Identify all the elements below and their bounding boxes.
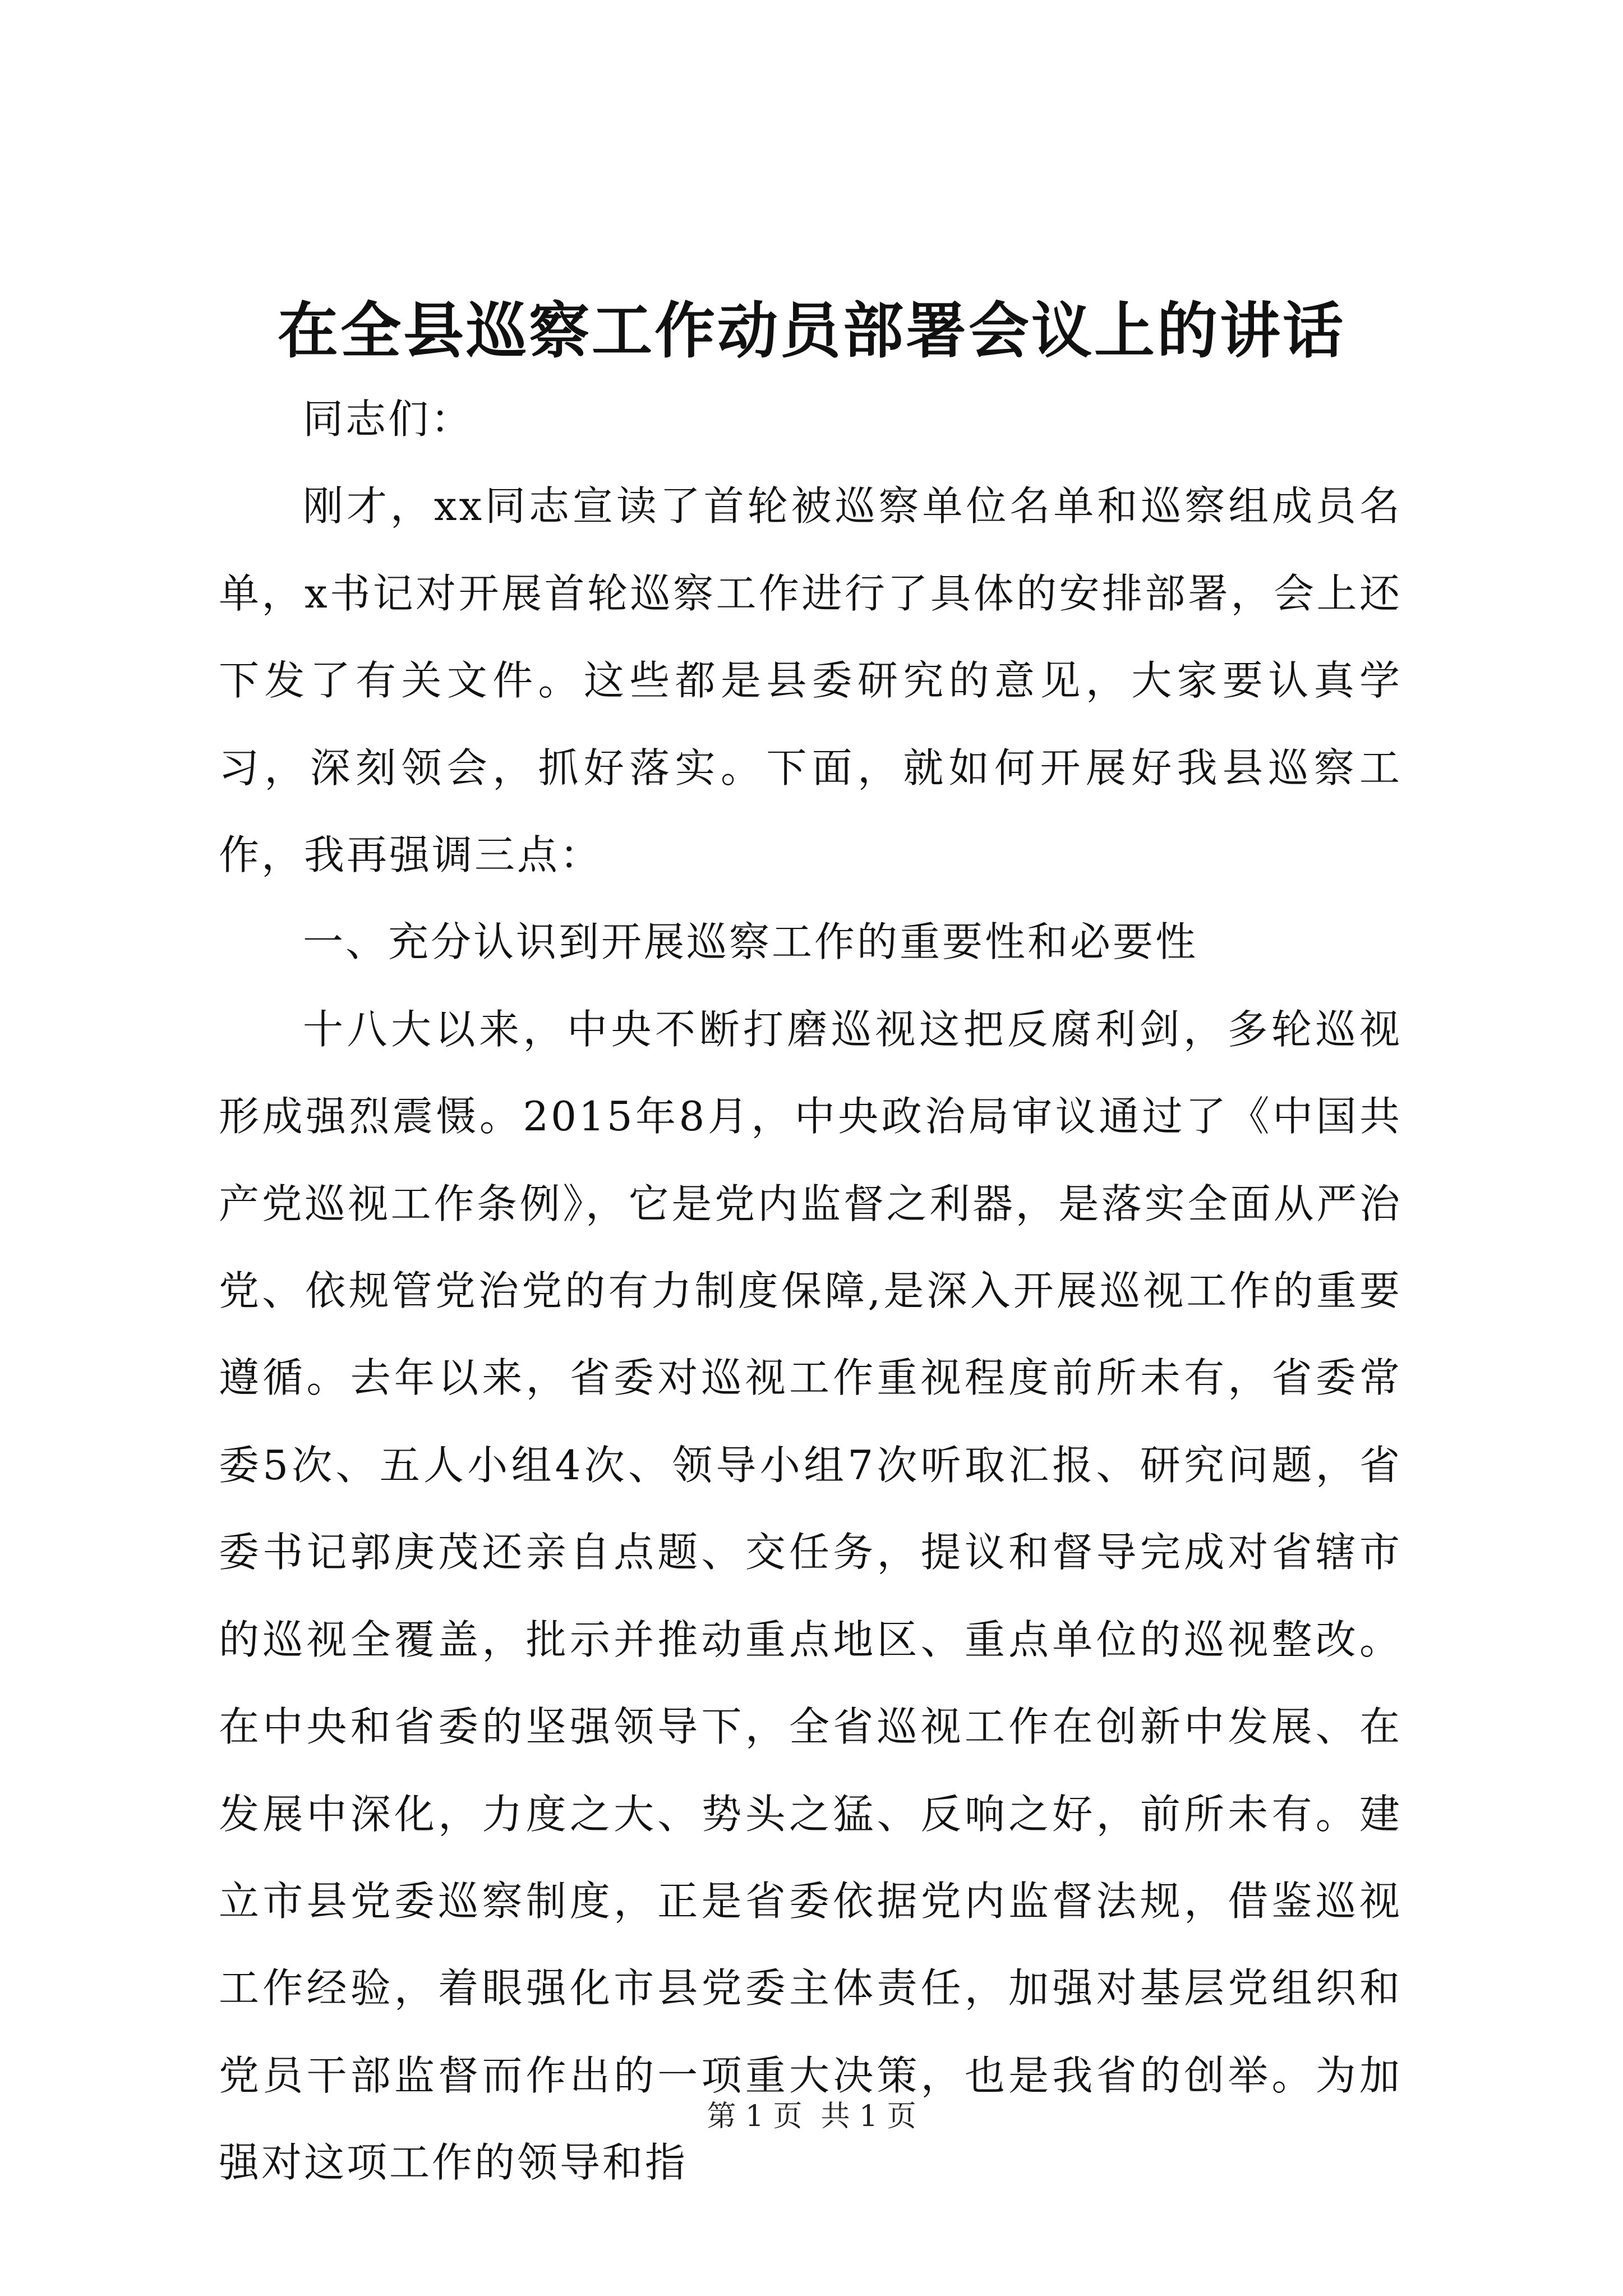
paragraph-section-1: 十八大以来，中央不断打磨巡视这把反腐利剑，多轮巡视形成强烈震慑。2015年8月，中央政治局审议通过了《中国共产党巡视工作条例》，它是党内监督之利器，是落实全面从严治党、依规管党治党的有力制度保障,是深入开展巡视工作的重要遵循。去年以来，省委对巡视工作重视程度前所未有，省委常委5次、五人小组4次、领导小组7次听取汇报、研究问题，省委书记郭庚茂还亲自点题、交任务，提议和督导完成对省辖市的巡视全覆盖，批示并推动重点地区、重点单位的巡视整改。在中央和省委的坚强领导下，全省巡视工作在创新中发展、在发展中深化，力度之大、势头之猛、反响之好，前所未有。建立市县党委巡察制度，正是省委依据党内监督法规，借鉴巡视工作经验，着眼强化市县党委主体责任，加强对基层党组织和党员干部监督而作出的一项重大决策，也是我省的创举。为加强对这项工作的领导和指 xyxy=(219,1005,1402,2187)
paragraph-opening: 刚才，xx同志宣读了首轮被巡察单位名单和巡察组成员名单，x书记对开展首轮巡察工作进行了具体的安排部署，会上还下发了有关文件。这些都是县委研究的意见，大家要认真学习，深刻领会，抓好落实。下面，就如何开展好我县巡察工作，我再强调三点： xyxy=(219,482,1402,879)
salutation: 同志们： xyxy=(303,395,474,443)
page-footer: 第 1 页 共 1 页 xyxy=(707,2100,916,2133)
section-heading-1: 一、充分认识到开展巡察工作的重要性和必要性 xyxy=(303,918,1198,966)
document-title: 在全县巡察工作动员部署会议上的讲话 xyxy=(277,296,1345,366)
document-body xyxy=(219,376,1402,2207)
